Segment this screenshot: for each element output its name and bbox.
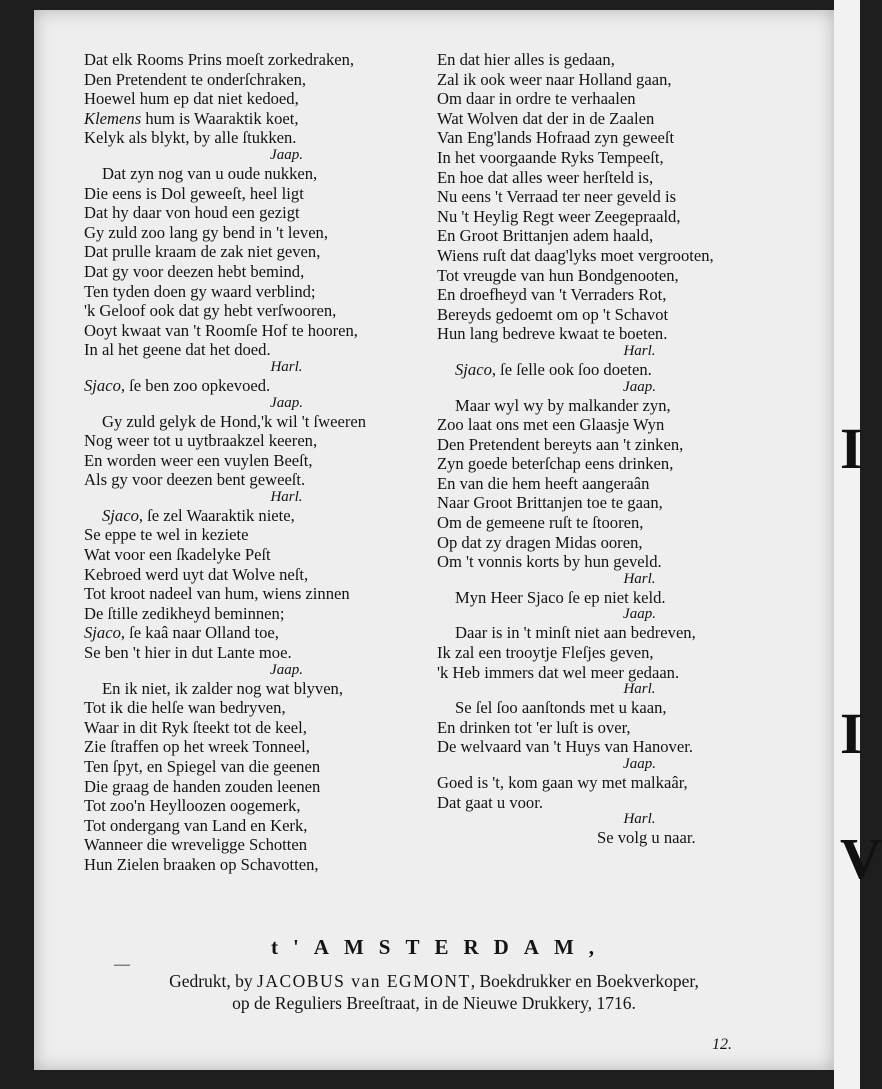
verse-line: Dat gy voor deezen hebt bemind,	[84, 261, 305, 281]
verse-line: Tot ik die helſe wan bedryven,	[84, 698, 286, 718]
imprint-gedrukt: Gedrukt, by	[169, 971, 258, 991]
adjacent-page-edge	[834, 0, 882, 1089]
verse-line	[84, 506, 429, 526]
page-number: 12.	[712, 1036, 732, 1053]
imprint-printer	[34, 970, 834, 1014]
verse-line: Op dat zy dragen Midas ooren,	[437, 532, 643, 552]
verse-line: Hoewel hum ep dat niet kedoed,	[84, 89, 299, 109]
verse-line: De welvaard van 't Huys van Hanover.	[437, 737, 693, 757]
verse-line	[84, 376, 429, 396]
speaker-label: Jaap.	[623, 756, 656, 772]
verse-line: Van Eng'lands Hofraad zyn geweeſt	[437, 128, 675, 148]
speaker-label: Jaap.	[270, 394, 303, 411]
verse-fragment: ſe kaâ naar Olland toe,	[129, 623, 279, 643]
verse-line: Nu eens 't Verraad ter neer geveld is	[437, 187, 677, 207]
verse-line: Zal ik ook weer naar Holland gaan,	[437, 69, 672, 89]
verse-line: Zoo laat ons met een Glaasje Wyn	[437, 415, 665, 435]
verse-line: Nu 't Heylig Regt weer Zeegepraald,	[437, 206, 681, 226]
speaker-label: Harl.	[623, 342, 656, 359]
speaker-label: Jaap.	[623, 378, 656, 395]
verse-line	[84, 109, 429, 129]
verse-line: Ooyt kwaat van 't Roomſe Hof te hooren,	[84, 320, 358, 340]
imprint-rule: —	[114, 956, 130, 973]
verse-line: Kelyk als blykt, by alle ſtukken.	[84, 128, 297, 148]
left-verse-column	[84, 50, 429, 875]
verse-line: Wiens ruſt dat daag'lyks moet vergrooten,	[437, 245, 714, 265]
verse-line: In al het geene dat het doed.	[84, 340, 271, 360]
verse-line: Hun lang bedreve kwaat te boeten.	[437, 324, 668, 344]
verse-line: Om daar in ordre te verhaalen	[437, 89, 636, 109]
speaker-label: Harl.	[270, 488, 303, 505]
edge-letter: V	[840, 826, 882, 891]
speaker-label: Harl.	[623, 681, 656, 698]
speaker-label: Harl.	[270, 358, 303, 375]
speaker-label: Jaap.	[270, 661, 303, 678]
verse-line: Wat Wolven dat der in de Zaalen	[437, 108, 655, 128]
verse-line: En droefheyd van 't Verraders Rot,	[437, 285, 667, 305]
verse-line: Se ben 't hier in dut Lante moe.	[84, 643, 292, 663]
right-verse-column	[437, 50, 782, 848]
speaker-name-inline: Sjaco	[84, 375, 121, 395]
edge-letter: I	[840, 701, 863, 766]
verse-line: Den Pretendent bereyts aan 't zinken,	[437, 434, 684, 454]
verse-line: Kebroed werd uyt dat Wolve neſt,	[84, 564, 309, 584]
verse-line: Tot vreugde van hun Bondgenooten,	[437, 265, 679, 285]
verse-line: En van die hem heeft aangeraân	[437, 473, 650, 493]
verse-line: Tot zoo'n Heylloozen oogemerk,	[84, 796, 301, 816]
verse-fragment: , ſe zel Waaraktik niete,	[138, 505, 295, 525]
verse-line: Als gy voor deezen bent geweeſt.	[84, 470, 306, 490]
imprint-printer-name: JACOBUS van EGMONT	[257, 971, 471, 991]
verse-fragment: , ſe ben zoo opkevoed.	[120, 375, 271, 395]
imprint-place-name: AMSTERDAM,	[313, 935, 610, 959]
verse-line: Tot kroot nadeel van hum, wiens zinnen	[84, 584, 350, 604]
verse-line: Se eppe te wel in keziete	[84, 525, 249, 545]
speaker-name-inline: Sjaco	[455, 359, 492, 379]
speaker-label: Jaap.	[623, 606, 656, 623]
imprint-address: op de Reguliers Breeſtraat, in de Nieuwe Drukkery, 1716.	[232, 993, 636, 1013]
imprint-place	[46, 935, 834, 960]
speaker-name-inline: Sjaco	[102, 505, 139, 525]
verse-line: Daar is in 't minſt niet aan bedreven,	[455, 623, 696, 643]
speaker-label: Harl.	[623, 811, 656, 828]
verse-line: Ik zal een trooytje Fleſjes geven,	[437, 643, 654, 663]
imprint-trade: , Boekdrukker en Boekverkoper,	[470, 971, 699, 991]
verse-line: Die eens is Dol geweeſt, heel ligt	[84, 183, 304, 203]
verse-line: Zyn goede beterſchap eens drinken,	[437, 454, 674, 474]
verse-line: Om 't vonnis korts by hun geveld.	[437, 552, 662, 572]
verse-line: Tot ondergang van Land en Kerk,	[84, 815, 308, 835]
verse-line: En dat hier alles is gedaan,	[437, 50, 615, 69]
verse-line: Die graag de handen zouden leenen	[84, 776, 321, 796]
verse-line: Wat voor een ſkadelyke Peſt	[84, 545, 271, 565]
verse-line: Ten tyden doen gy waard verblind;	[84, 281, 316, 301]
speaker-label: Harl.	[623, 570, 656, 587]
verse-line: Dat zyn nog van u oude nukken,	[102, 163, 318, 183]
verse-line: 'k Geloof ook dat gy hebt verſwooren,	[84, 301, 337, 321]
verse-line: Gy zuld gelyk de Hond,'k wil 't ſweeren	[102, 411, 367, 431]
verse-line: Gy zuld zoo lang gy bend in 't leven,	[84, 222, 329, 242]
verse-line: En worden weer een vuylen Beeſt,	[84, 450, 313, 470]
verse-line: Sjaco, ſe kaâ naar Olland toe,	[84, 623, 279, 643]
verse-line: En drinken tot 'er luſt is over,	[437, 717, 631, 737]
imprint	[34, 935, 834, 1014]
verse-line: Wanneer die wreveligge Schotten	[84, 835, 308, 855]
verse-line: Zie ſtraffen op het wreek Tonneel,	[84, 737, 310, 757]
speaker-name-inline: Klemens	[84, 108, 142, 128]
verse-line: Den Pretendent te onderſchraken,	[84, 69, 307, 89]
verse-line: Nog weer tot u uytbraakzel keeren,	[84, 431, 318, 451]
speaker-name-inline: Sjaco	[84, 623, 121, 643]
verse-line	[437, 360, 782, 380]
verse-fragment: , ſe ſelle ook ſoo doeten.	[491, 359, 652, 379]
verse-line: Dat gaat u voor.	[437, 792, 543, 812]
verse-fragment: hum is Waaraktik koet,	[145, 108, 299, 128]
edge-letter: I	[840, 416, 863, 481]
verse-line: Se ſel ſoo aanſtonds met u kaan,	[455, 698, 667, 718]
verse-line: Hun Zielen braaken op Schavotten,	[84, 854, 319, 874]
verse-line: 'k Heb immers dat wel meer gedaan.	[437, 662, 680, 682]
verse-line: En hoe dat alles weer herſteld is,	[437, 167, 654, 187]
verse-line: Dat elk Rooms Prins moeſt zorkedraken,	[84, 50, 355, 69]
verse-line: Se volg u naar.	[597, 828, 696, 848]
verse-line: En Groot Brittanjen adem haald,	[437, 226, 654, 246]
verse-line: Goed is 't, kom gaan wy met malkaâr,	[437, 773, 688, 792]
verse-line: In het voorgaande Ryks Tempeeſt,	[437, 147, 664, 167]
verse-line: Om de gemeene ruſt te ſtooren,	[437, 513, 644, 533]
verse-line: Dat hy daar von houd een gezigt	[84, 203, 300, 223]
imprint-place-prefix: t'	[270, 935, 314, 959]
verse-line: De ſtille zedikheyd beminnen;	[84, 603, 285, 623]
verse-line: En ik niet, ik zalder nog wat blyven,	[102, 678, 344, 698]
verse-line: Myn Heer Sjaco ſe ep niet keld.	[455, 587, 666, 607]
speaker-label: Jaap.	[270, 146, 303, 163]
verse-line: Bereyds gedoemt om op 't Schavot	[437, 304, 669, 324]
verse-line: Ten ſpyt, en Spiegel van die geenen	[84, 757, 321, 776]
verse-line: Maar wyl wy by malkander zyn,	[455, 395, 671, 415]
verse-line: Dat prulle kraam de zak niet geven,	[84, 242, 321, 262]
verse-line: Waar in dit Ryk ſteekt tot de keel,	[84, 717, 307, 737]
verse-line: Naar Groot Brittanjen toe te gaan,	[437, 493, 663, 513]
